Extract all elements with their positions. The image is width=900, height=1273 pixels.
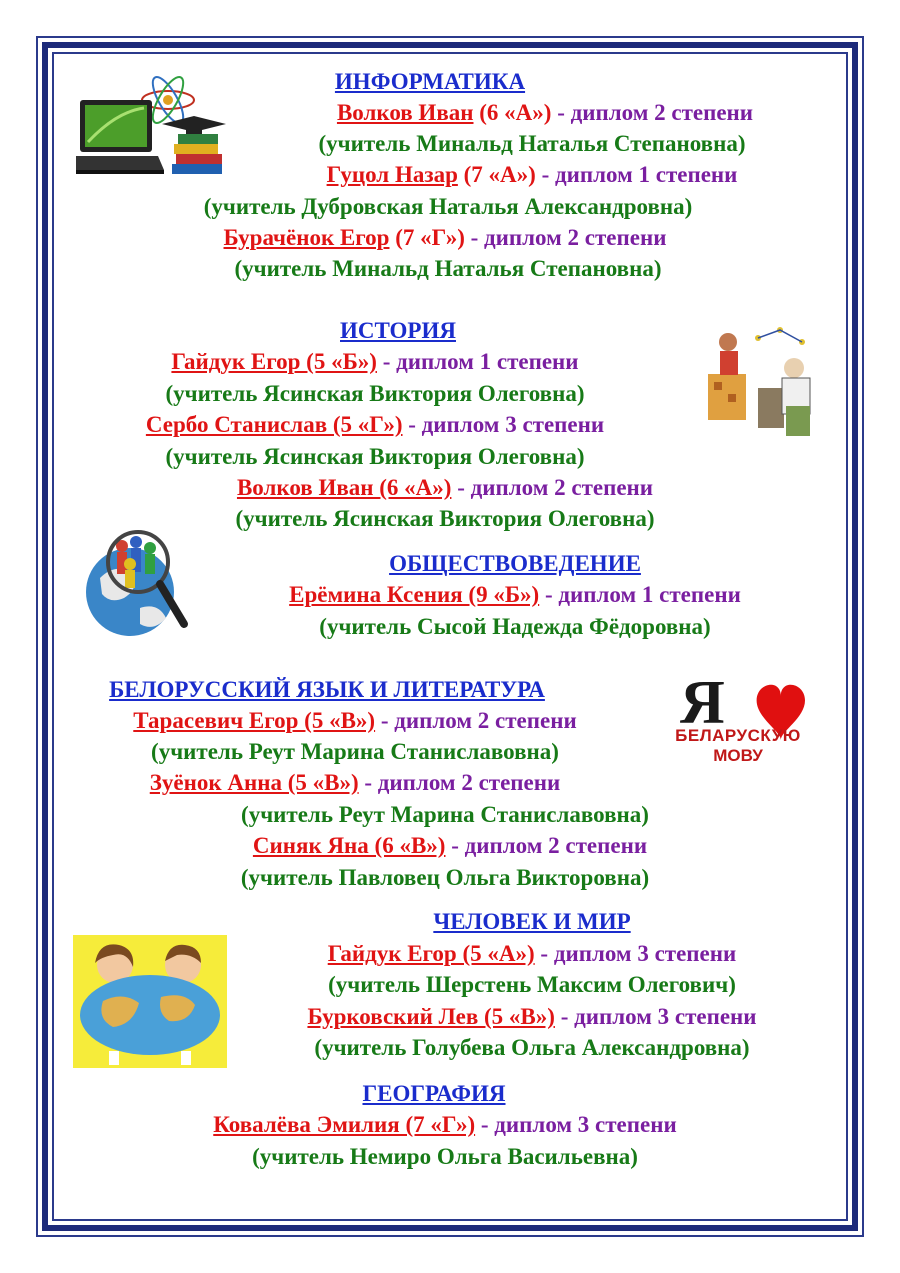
- section-title-bel: БЕЛОРУССКИЙ ЯЗЫК И ЛИТЕРАТУРА: [109, 677, 545, 702]
- teacher-geo-1: (учитель Немиро Ольга Васильевна): [252, 1144, 638, 1169]
- teacher-bel-3: (учитель Павловец Ольга Викторовна): [240, 865, 650, 890]
- computer-illustration: [76, 72, 232, 188]
- entry-bel-1: Тарасевич Егор (5 «В») - диплом 2 степени: [133, 708, 577, 733]
- teacher-informatika-2: (учитель Дубровская Наталья Александровна): [203, 194, 693, 219]
- entry-istoriya-3: Волков Иван (6 «А») - диплом 2 степени: [236, 475, 654, 500]
- entry-obsh-1: Ерёмина Ксения (9 «Б») - диплом 1 степени: [289, 582, 741, 607]
- entry-informatika-3: Бурачёнок Егор (7 «Г») - диплом 2 степени: [223, 225, 667, 250]
- teacher-informatika-1: (учитель Минальд Наталья Степановна): [318, 131, 746, 156]
- kids-globe-illustration: [73, 935, 227, 1068]
- teacher-istoriya-2: (учитель Ясинская Виктория Олеговна): [165, 444, 585, 469]
- section-title-obsh: ОБЩЕСТВОВЕДЕНИЕ: [389, 551, 641, 576]
- entry-istoriya-1: Гайдук Егор (5 «Б») - диплом 1 степени: [171, 349, 579, 374]
- monitor-icon: [76, 100, 164, 174]
- section-title-informatika: ИНФОРМАТИКА: [334, 69, 526, 94]
- entry-chel-1: Гайдук Егор (5 «А») - диплом 3 степени: [327, 941, 737, 966]
- logo-line-2: МОВУ: [713, 746, 763, 765]
- society-globe-illustration: [80, 528, 192, 640]
- entry-bel-3: Синяк Яна (6 «В») - диплом 2 степени: [252, 833, 648, 858]
- entry-istoriya-2: Сербо Станислав (5 «Г») - диплом 3 степени: [145, 412, 605, 437]
- belarusian-language-logo: [658, 669, 818, 774]
- entry-informatika-1: Волков Иван (6 «А») - диплом 2 степени: [336, 100, 754, 125]
- section-title-istoriya: ИСТОРИЯ: [340, 318, 456, 343]
- teacher-chel-2: (учитель Голубева Ольга Александровна): [314, 1035, 750, 1060]
- teacher-bel-1: (учитель Реут Марина Станиславовна): [151, 739, 559, 764]
- teacher-istoriya-3: (учитель Ясинская Виктория Олеговна): [235, 506, 655, 531]
- logo-letter: Я: [680, 669, 725, 737]
- entry-informatika-2: Гуцол Назар (7 «А») - диплом 1 степени: [326, 162, 738, 187]
- entry-bel-2: Зуёнок Анна (5 «В») - диплом 2 степени: [149, 770, 561, 795]
- logo-line-1: БЕЛАРУСКУЮ: [675, 726, 801, 745]
- history-illustration: [698, 318, 826, 442]
- section-title-chel: ЧЕЛОВЕК И МИР: [433, 909, 631, 934]
- entry-chel-2: Бурковский Лев (5 «В») - диплом 3 степени: [307, 1004, 757, 1029]
- section-title-geo: ГЕОГРАФИЯ: [362, 1081, 506, 1106]
- teacher-bel-2: (учитель Реут Марина Станиславовна): [241, 802, 649, 827]
- teacher-informatika-3: (учитель Минальд Наталья Степановна): [234, 256, 662, 281]
- teacher-istoriya-1: (учитель Ясинская Виктория Олеговна): [165, 381, 585, 406]
- entry-geo-1: Ковалёва Эмилия (7 «Г») - диплом 3 степени: [213, 1112, 677, 1137]
- books-icon: [162, 116, 226, 174]
- teacher-obsh-1: (учитель Сысой Надежда Фёдоровна): [319, 614, 711, 639]
- teacher-chel-1: (учитель Шерстень Максим Олегович): [328, 972, 736, 997]
